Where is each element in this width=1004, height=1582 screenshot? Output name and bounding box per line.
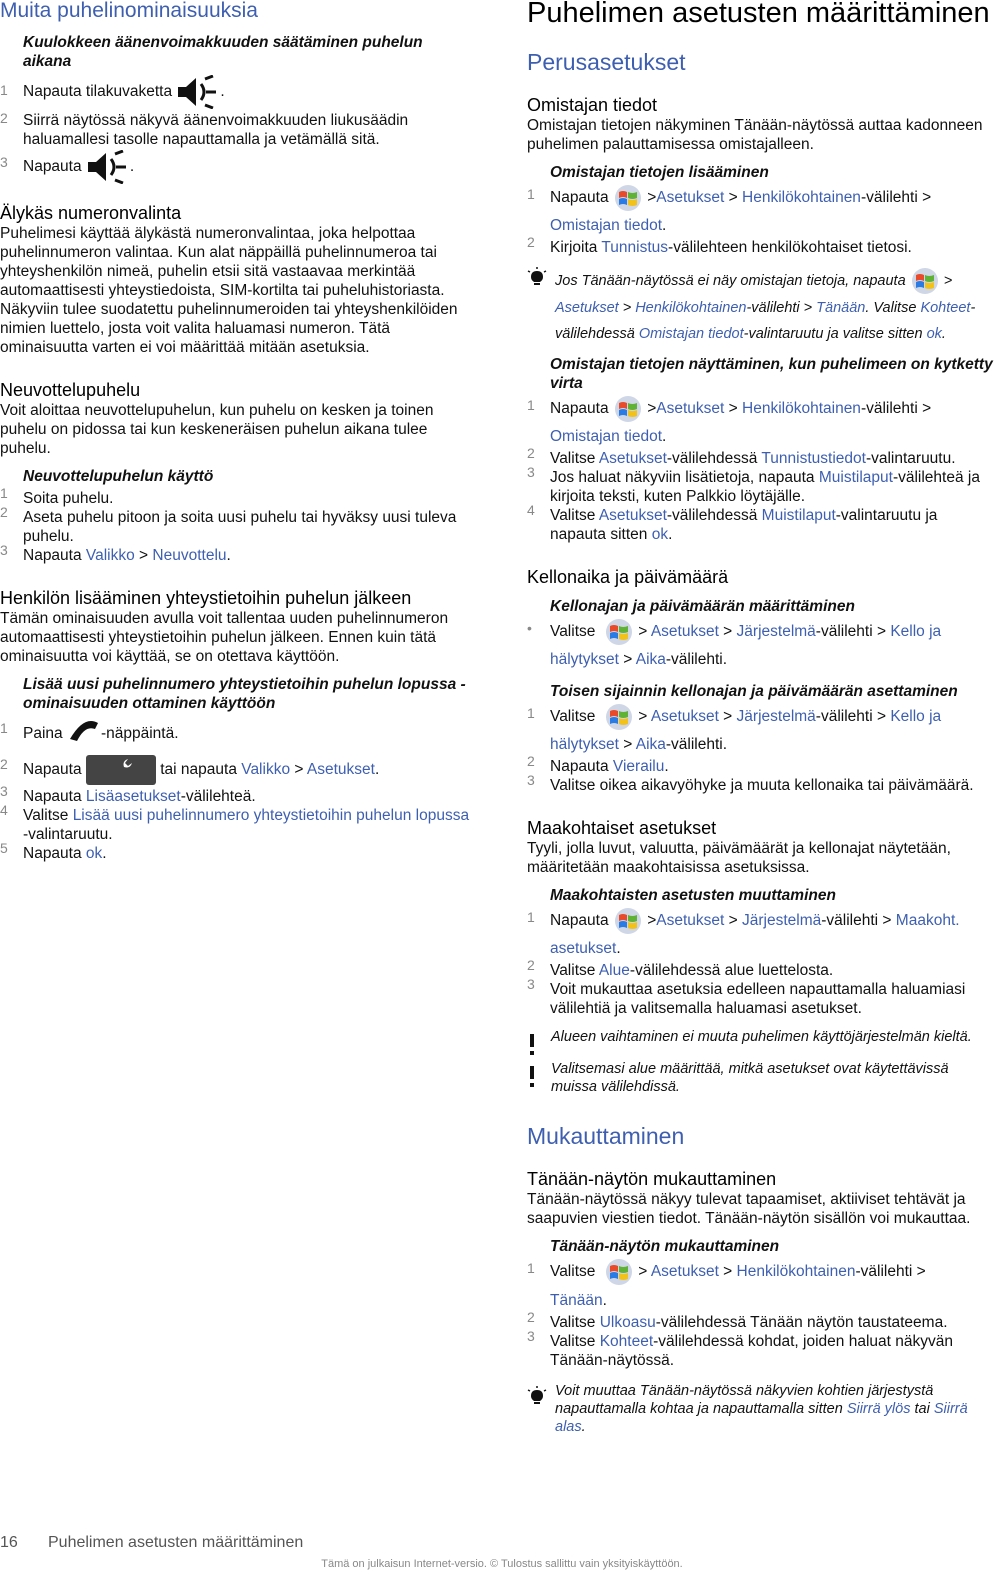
list-item: 4 Valitse Asetukset-välilehdessä Muistilaput-valintaruutu ja napauta sitten ok. [527,502,938,544]
list-item: 1 Napauta >Asetukset > Järjestelmä-välilehti > Maakoht. asetukset. [527,909,960,958]
notes-checkbox-link[interactable]: Muistilaput [761,507,836,525]
tip-note: Jos Tänään-näytössä ei näy omistajan tietoja, napauta > Asetukset > Henkilökohtainen-välilehti > Tänään. Valitse Kohteet-välilehdessä Omistajan tiedot-valintaruutu ja valitse sitten ok. [527,267,997,347]
list-item: 1 Valitse > Asetukset > Henkilökohtainen-välilehti > Tänään. [527,1260,926,1309]
personal-tab-link[interactable]: Henkilökohtainen [742,189,861,207]
list-item: 3 Napauta Lisäasetukset-välilehteä. [0,783,256,806]
windows-start-icon[interactable] [613,907,643,935]
list-item: 1 Valitse > Asetukset > Järjestelmä-välilehti > Kello ja hälytykset > Aika-välilehti. [527,705,942,754]
copyright-notice: Tämä on julkaisun Internet-versio. © Tulostus sallittu vain yksityiskäyttöön. [321,1558,683,1570]
list-item: 2 Siirrä näytössä näkyvä äänenvoimakkuuden liukusäädin haluamallesi tasolle napauttamalla ja vetämällä sitä. [0,110,409,148]
right-column [527,0,997,1436]
list-item: 3 Valitse oikea aikavyöhyke ja muuta kellonaika tai päivämäärä. [527,772,974,795]
region-tab-link[interactable]: Alue [598,962,630,980]
list-item: 2 Valitse Asetukset-välilehdessä Tunnistustiedot-valintaruutu. [527,445,956,468]
steps-list [527,618,997,674]
time-tab-link[interactable]: Aika [635,736,666,754]
conference-heading: Neuvottelupuhelu [0,380,141,400]
add-contact-body: Tämän ominaisuuden avulla voit tallentaa uuden puhelinnumeron automaattisesti yhteystietoihin puhelun jälkeen. Ennen kuin tätä ominaisuutta voi käyttää, se on otettava käyttöön. [0,610,449,665]
identification-info-link[interactable]: Tunnistustiedot [761,450,866,468]
subsection-title: Toisen sijainnin kellonajan ja päivämäärän asettaminen [550,683,958,701]
regional-heading: Maakohtaiset asetukset [527,818,717,839]
clock-heading: Kellonaika ja päivämäärä [527,567,729,588]
personal-tab-link[interactable]: Henkilökohtainen [742,400,861,418]
tip-note: Voit muuttaa Tänään-näytössä näkyvien kohtien järjestystä napauttamalla kohtaa ja napauttamalla sitten Siirrä ylös tai Siirrä alas. [527,1382,997,1436]
system-tab-link[interactable]: Järjestelmä [742,912,822,930]
warning-note: Alueen vaihtaminen ei muuta puhelimen käyttöjärjestelmän kieltä. [527,1028,997,1046]
subsection-title: Kuulokkeen äänenvoimakkuuden säätäminen puhelun aikana [23,34,423,70]
steps-list [527,1258,997,1369]
basic-settings-heading: Perusasetukset [527,49,686,75]
owner-info-link[interactable]: Omistajan tiedot [638,326,744,343]
section-heading: Muita puhelinominaisuuksia [0,0,258,22]
items-tab-link[interactable]: Kohteet [920,300,971,317]
clock-alarms-link[interactable]: Kello ja hälytykset [550,623,942,669]
ok-link[interactable]: ok [651,526,669,544]
subsection-title: Tänään-näytön mukauttaminen [550,1238,780,1256]
owner-heading: Omistajan tiedot [527,95,658,115]
subsection-title: Lisää uusi puhelinnumero yhteystietoihin puhelun lopussa -ominaisuuden ottaminen käyttöön [23,676,466,712]
settings-link[interactable]: Asetukset [656,912,725,930]
subsection-title: Omistajan tietojen näyttäminen, kun puhelimeen on kytketty virta [550,356,993,393]
windows-start-icon[interactable] [604,1258,634,1286]
settings-link[interactable]: Asetukset [650,708,719,726]
system-tab-link[interactable]: Järjestelmä [736,623,816,641]
settings-tab-link[interactable]: Asetukset [598,450,667,468]
list-item: 5 Napauta ok. [0,840,107,863]
ok-link[interactable]: ok [926,326,942,343]
steps-list [0,485,472,565]
subsection-title: Omistajan tietojen lisääminen [550,164,769,181]
ok-link[interactable]: ok [85,845,103,863]
settings-link[interactable]: Asetukset [656,400,725,418]
time-tab-link[interactable]: Aika [635,651,666,669]
list-item: 1 Soita puhelu. [0,485,114,507]
subsection-title: Neuvottelupuhelun käyttö [23,468,214,485]
page-title: Puhelimen asetusten määrittäminen [527,0,990,29]
regional-body: Tyyli, jolla luvut, valuutta, päivämäärät ja kellonajat näytetään, määritetään maakohtaisissa asetuksissa. [527,840,951,877]
list-item: • Valitse > Asetukset > Järjestelmä-välilehti > Kello ja hälytykset > Aika-välilehti. [527,620,942,669]
speaker-icon[interactable] [86,150,130,184]
personal-tab-link[interactable]: Henkilökohtainen [635,300,747,317]
volume-status-icon[interactable] [176,75,220,109]
smart-dial-body: Puhelimesi käyttää älykästä numeronvalintaa, joka helpottaa puhelinnumeron valintaa. Kun alat näppäillä puhelinnumeroa tai yhteyshenkilön nimeä, puhelin etsii sitä vastaavaa merkintää automaattisesti yhteystiedoista, SIM-kortilta tai puheluhistoriasta. Näkyviin tulee suodatettu puhelinnumeroiden tai yhteyshenkilöiden nimien luettelo, josta voit valita haluamasi numeron. Tätä ominaisuutta varten ei voi määrittää mitään asetuksia. [0,225,458,356]
steps-list [527,907,997,1018]
today-custom-heading: Tänään-näytön mukauttaminen [527,1169,777,1190]
conference-link[interactable]: Neuvottelu [152,547,227,564]
list-item: 1 Napauta >Asetukset > Henkilökohtainen-välilehti > Omistajan tiedot. [527,186,932,235]
exclamation-icon [527,1064,537,1088]
clock-alarms-link[interactable]: Kello ja hälytykset [550,708,942,754]
list-item: 1 Napauta tilakuvaketta . [0,75,472,109]
list-item: 3 Jos haluat näkyviin lisätietoja, napauta Muistilaput-välilehteä ja kirjoita teksti, kuten Palkkio löytäjälle. [527,464,980,506]
windows-start-icon[interactable] [604,703,634,731]
list-item: 3 Voit mukauttaa asetuksia edelleen napauttamalla haluamiasi välilehtiä ja valitsemalla haluamasi asetukset. [527,976,966,1018]
add-contact-heading: Henkilön lisääminen yhteystietoihin puhelun jälkeen [0,588,412,608]
steps-list [527,184,997,257]
list-item: 1 Napauta >Asetukset > Henkilökohtainen-välilehti > Omistajan tiedot. [527,397,932,446]
today-link[interactable]: Tänään [550,1291,603,1309]
phone-key-icon[interactable] [67,717,101,751]
list-item: 2 Valitse Ulkoasu-välilehdessä Tänään näytön taustateema. [527,1308,948,1331]
tip-bulb-icon [527,267,547,287]
list-item: 2 Kirjoita Tunnistus-välilehteen henkilökohtaiset tietosi. [527,234,912,257]
settings-tab-link[interactable]: Asetukset [598,507,667,525]
footer-title: Puhelimen asetusten määrittäminen [48,1534,304,1551]
move-up-link[interactable]: Siirrä ylös [846,1400,911,1417]
steps-list [527,395,997,544]
left-column [0,0,472,863]
list-item: 3 Napauta . [0,150,472,184]
items-tab-link[interactable]: Kohteet [599,1332,654,1350]
steps-list [0,717,472,863]
warning-note: Valitsemasi alue määrittää, mitkä asetukset ovat käytettävissä muissa välilehdissä. [527,1060,997,1096]
settings-link[interactable]: Asetukset [555,300,619,317]
list-item: 3 Napauta Valikko > Neuvottelu. [0,542,231,564]
windows-start-icon[interactable] [604,618,634,646]
subsection-title: Maakohtaisten asetusten muuttaminen [550,887,836,905]
settings-link[interactable]: Asetukset [306,761,375,779]
today-link[interactable]: Tänään [816,300,866,317]
personal-tab-link[interactable]: Henkilökohtainen [736,1263,856,1281]
windows-start-icon[interactable] [613,184,643,212]
owner-body: Omistajan tietojen näkyminen Tänään-näytössä auttaa kadonneen puhelimen palauttamisessa omistajalleen. [527,117,983,153]
steps-list [527,703,997,795]
list-item: 2 Napauta tai napauta Valikko > Asetukset. [0,753,472,787]
wrench-icon [86,755,156,785]
owner-info-link[interactable]: Omistajan tiedot [550,217,662,235]
regional-settings-link[interactable]: Maakoht. asetukset [550,912,960,958]
appearance-tab-link[interactable]: Ulkoasu [599,1313,656,1331]
settings-link[interactable]: Asetukset [650,623,719,641]
smart-dial-heading: Älykäs numeronvalinta [0,203,182,223]
conference-body: Voit aloittaa neuvottelupuhelun, kun puhelu on kesken ja toinen puhelu on pidossa tai kun keskeneräisen puhelun aikana tulee puhelu. [0,402,434,457]
add-number-checkbox-link[interactable]: Lisää uusi puhelinnumero yhteystietoihin puhelun lopussa [72,807,470,825]
list-item: 2 Napauta Vierailu. [527,753,669,776]
move-down-link[interactable]: Siirrä alas [555,1400,968,1435]
settings-key-button[interactable] [86,755,156,785]
page-number: 16 [0,1534,18,1551]
menu-link[interactable]: Valikko [241,761,291,779]
owner-info-link[interactable]: Omistajan tiedot [550,428,662,446]
advanced-tab-link[interactable]: Lisäasetukset [85,788,181,806]
windows-start-icon[interactable] [613,395,643,423]
list-item: 4 Valitse Lisää uusi puhelinnumero yhteystietoihin puhelun lopussa -valintaruutu. [0,802,470,844]
settings-link[interactable]: Asetukset [656,189,725,207]
list-item: 1 Paina -näppäintä. [0,717,472,751]
list-item: 3 Valitse Kohteet-välilehdessä kohdat, joiden haluat näkyvän Tänään-näytössä. [527,1327,953,1369]
settings-link[interactable]: Asetukset [650,1263,719,1281]
windows-start-icon[interactable] [910,267,940,295]
visit-link[interactable]: Vierailu [612,758,665,776]
tip-bulb-icon [527,1386,547,1406]
list-item: 2 Valitse Alue-välilehdessä alue luettelosta. [527,957,834,980]
steps-list [0,75,472,184]
identification-tab-link[interactable]: Tunnistus [601,239,669,257]
today-custom-body: Tänään-näytössä näkyy tulevat tapaamiset, aktiiviset tehtävät ja saapuvien viestien tiedot. Tänään-näytön sisällön voi mukauttaa. [527,1191,971,1228]
subsection-title: Kellonajan ja päivämäärän määrittäminen [550,598,855,616]
system-tab-link[interactable]: Järjestelmä [736,708,816,726]
customize-heading: Mukauttaminen [527,1123,685,1150]
list-item: 2 Aseta puhelu pitoon ja soita uusi puhelu tai hyväksy uusi tuleva puhelu. [0,504,457,545]
notes-tab-link[interactable]: Muistilaput [818,469,893,487]
exclamation-icon [527,1032,537,1056]
menu-link[interactable]: Valikko [85,547,135,564]
